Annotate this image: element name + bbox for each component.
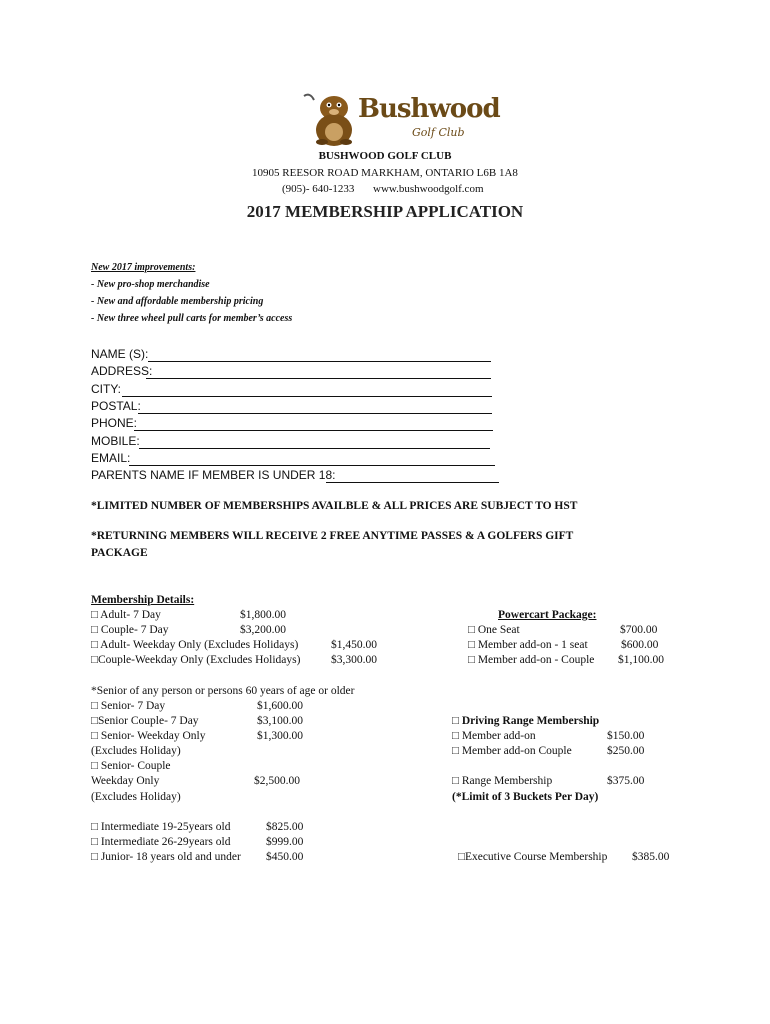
logo-brand: Bushwood xyxy=(358,94,500,124)
option-senior-weekday[interactable]: □ Senior- Weekday Only xyxy=(91,730,206,742)
limited-notice: *LIMITED NUMBER OF MEMBERSHIPS AVAILBLE & ALL PRICES ARE SUBJECT TO HST xyxy=(91,500,578,512)
price-intermediate-19-25: $825.00 xyxy=(266,821,304,833)
parents-label: PARENTS NAME IF MEMBER IS UNDER 18: xyxy=(91,468,336,482)
email-field[interactable] xyxy=(129,465,495,466)
phone-field[interactable] xyxy=(134,430,493,431)
option-junior[interactable]: □ Junior- 18 years old and under xyxy=(91,851,241,863)
phone-label: PHONE: xyxy=(91,416,138,430)
price-senior-couple-7day: $3,100.00 xyxy=(257,715,303,727)
mobile-label: MOBILE: xyxy=(91,434,140,448)
option-senior-couple[interactable]: □ Senior- Couple xyxy=(91,760,171,772)
option-range-membership[interactable]: □ Range Membership xyxy=(452,775,553,787)
club-logo xyxy=(300,92,500,148)
option-range-member-couple[interactable]: □ Member add-on Couple xyxy=(452,745,572,757)
price-intermediate-26-29: $999.00 xyxy=(266,836,304,848)
price-adult-7day: $1,800.00 xyxy=(240,609,286,621)
option-couple-weekday[interactable]: □Couple-Weekday Only (Excludes Holidays) xyxy=(91,654,301,666)
option-powercart-addon-couple[interactable]: □ Member add-on - Couple xyxy=(468,654,595,666)
option-senior-7day[interactable]: □ Senior- 7 Day xyxy=(91,700,166,712)
option-range-member-addon[interactable]: □ Member add-on xyxy=(452,730,536,742)
option-intermediate-19-25[interactable]: □ Intermediate 19-25years old xyxy=(91,821,231,833)
option-intermediate-26-29[interactable]: □ Intermediate 26-29years old xyxy=(91,836,231,848)
club-address: 10905 REESOR ROAD MARKHAM, ONTARIO L6B 1A8 xyxy=(252,167,518,179)
club-website[interactable]: www.bushwoodgolf.com xyxy=(373,183,484,195)
price-junior: $450.00 xyxy=(266,851,304,863)
option-senior-couple-7day[interactable]: □Senior Couple- 7 Day xyxy=(91,715,199,727)
price-couple-weekday: $3,300.00 xyxy=(331,654,377,666)
details-heading: Membership Details: xyxy=(91,594,195,606)
price-range-member-couple: $250.00 xyxy=(607,745,645,757)
price-couple-7day: $3,200.00 xyxy=(240,624,286,636)
name-label: NAME (S): xyxy=(91,347,149,361)
returning-notice-cont: PACKAGE xyxy=(91,547,148,559)
name-field[interactable] xyxy=(148,361,491,362)
postal-label: POSTAL: xyxy=(91,399,141,413)
logo-subtitle: Golf Club xyxy=(412,126,465,139)
price-senior-7day: $1,600.00 xyxy=(257,700,303,712)
page-title: 2017 MEMBERSHIP APPLICATION xyxy=(246,202,524,221)
option-powercart-one-seat[interactable]: □ One Seat xyxy=(468,624,520,636)
city-label: CITY: xyxy=(91,382,122,396)
price-adult-weekday: $1,450.00 xyxy=(331,639,377,651)
option-powercart-addon-1[interactable]: □ Member add-on - 1 seat xyxy=(468,639,588,651)
price-powercart-one-seat: $700.00 xyxy=(620,624,658,636)
improvement-item: - New three wheel pull carts for member’s access xyxy=(91,313,293,324)
driving-range-heading[interactable]: □ Driving Range Membership xyxy=(452,715,600,727)
option-adult-weekday[interactable]: □ Adult- Weekday Only (Excludes Holidays) xyxy=(91,639,299,651)
address-field[interactable] xyxy=(146,378,491,379)
club-phone: (905)- 640-1233 xyxy=(282,183,355,195)
price-powercart-addon-couple: $1,100.00 xyxy=(618,654,664,666)
price-range-member-addon: $150.00 xyxy=(607,730,645,742)
address-label: ADDRESS: xyxy=(91,364,153,378)
price-executive-course: $385.00 xyxy=(632,851,670,863)
excludes-holiday-note: (Excludes Holiday) xyxy=(91,791,181,803)
range-limit-note: (*Limit of 3 Buckets Per Day) xyxy=(452,791,599,803)
weekday-only-label: Weekday Only xyxy=(91,775,160,787)
powercart-heading: Powercart Package: xyxy=(498,609,597,621)
price-range-membership: $375.00 xyxy=(607,775,645,787)
improvement-item: - New pro-shop merchandise xyxy=(91,279,210,290)
excludes-holiday-note: (Excludes Holiday) xyxy=(91,745,181,757)
price-senior-couple-weekday: $2,500.00 xyxy=(254,775,300,787)
postal-field[interactable] xyxy=(138,413,492,414)
improvements-heading: New 2017 improvements: xyxy=(91,262,196,273)
club-name: BUSHWOOD GOLF CLUB xyxy=(318,150,452,162)
option-executive-course[interactable]: □Executive Course Membership xyxy=(458,851,608,863)
city-field[interactable] xyxy=(122,396,492,397)
senior-note: *Senior of any person or persons 60 years of age or older xyxy=(91,685,355,697)
option-adult-7day[interactable]: □ Adult- 7 Day xyxy=(91,609,161,621)
mobile-field[interactable] xyxy=(139,448,490,449)
price-powercart-addon-1: $600.00 xyxy=(621,639,659,651)
improvement-item: - New and affordable membership pricing xyxy=(91,296,264,307)
option-couple-7day[interactable]: □ Couple- 7 Day xyxy=(91,624,169,636)
gopher-mascot-icon xyxy=(300,92,360,148)
returning-notice: *RETURNING MEMBERS WILL RECEIVE 2 FREE ANYTIME PASSES & A GOLFERS GIFT xyxy=(91,530,574,542)
parents-field[interactable] xyxy=(326,482,499,483)
price-senior-weekday: $1,300.00 xyxy=(257,730,303,742)
email-label: EMAIL: xyxy=(91,451,131,465)
